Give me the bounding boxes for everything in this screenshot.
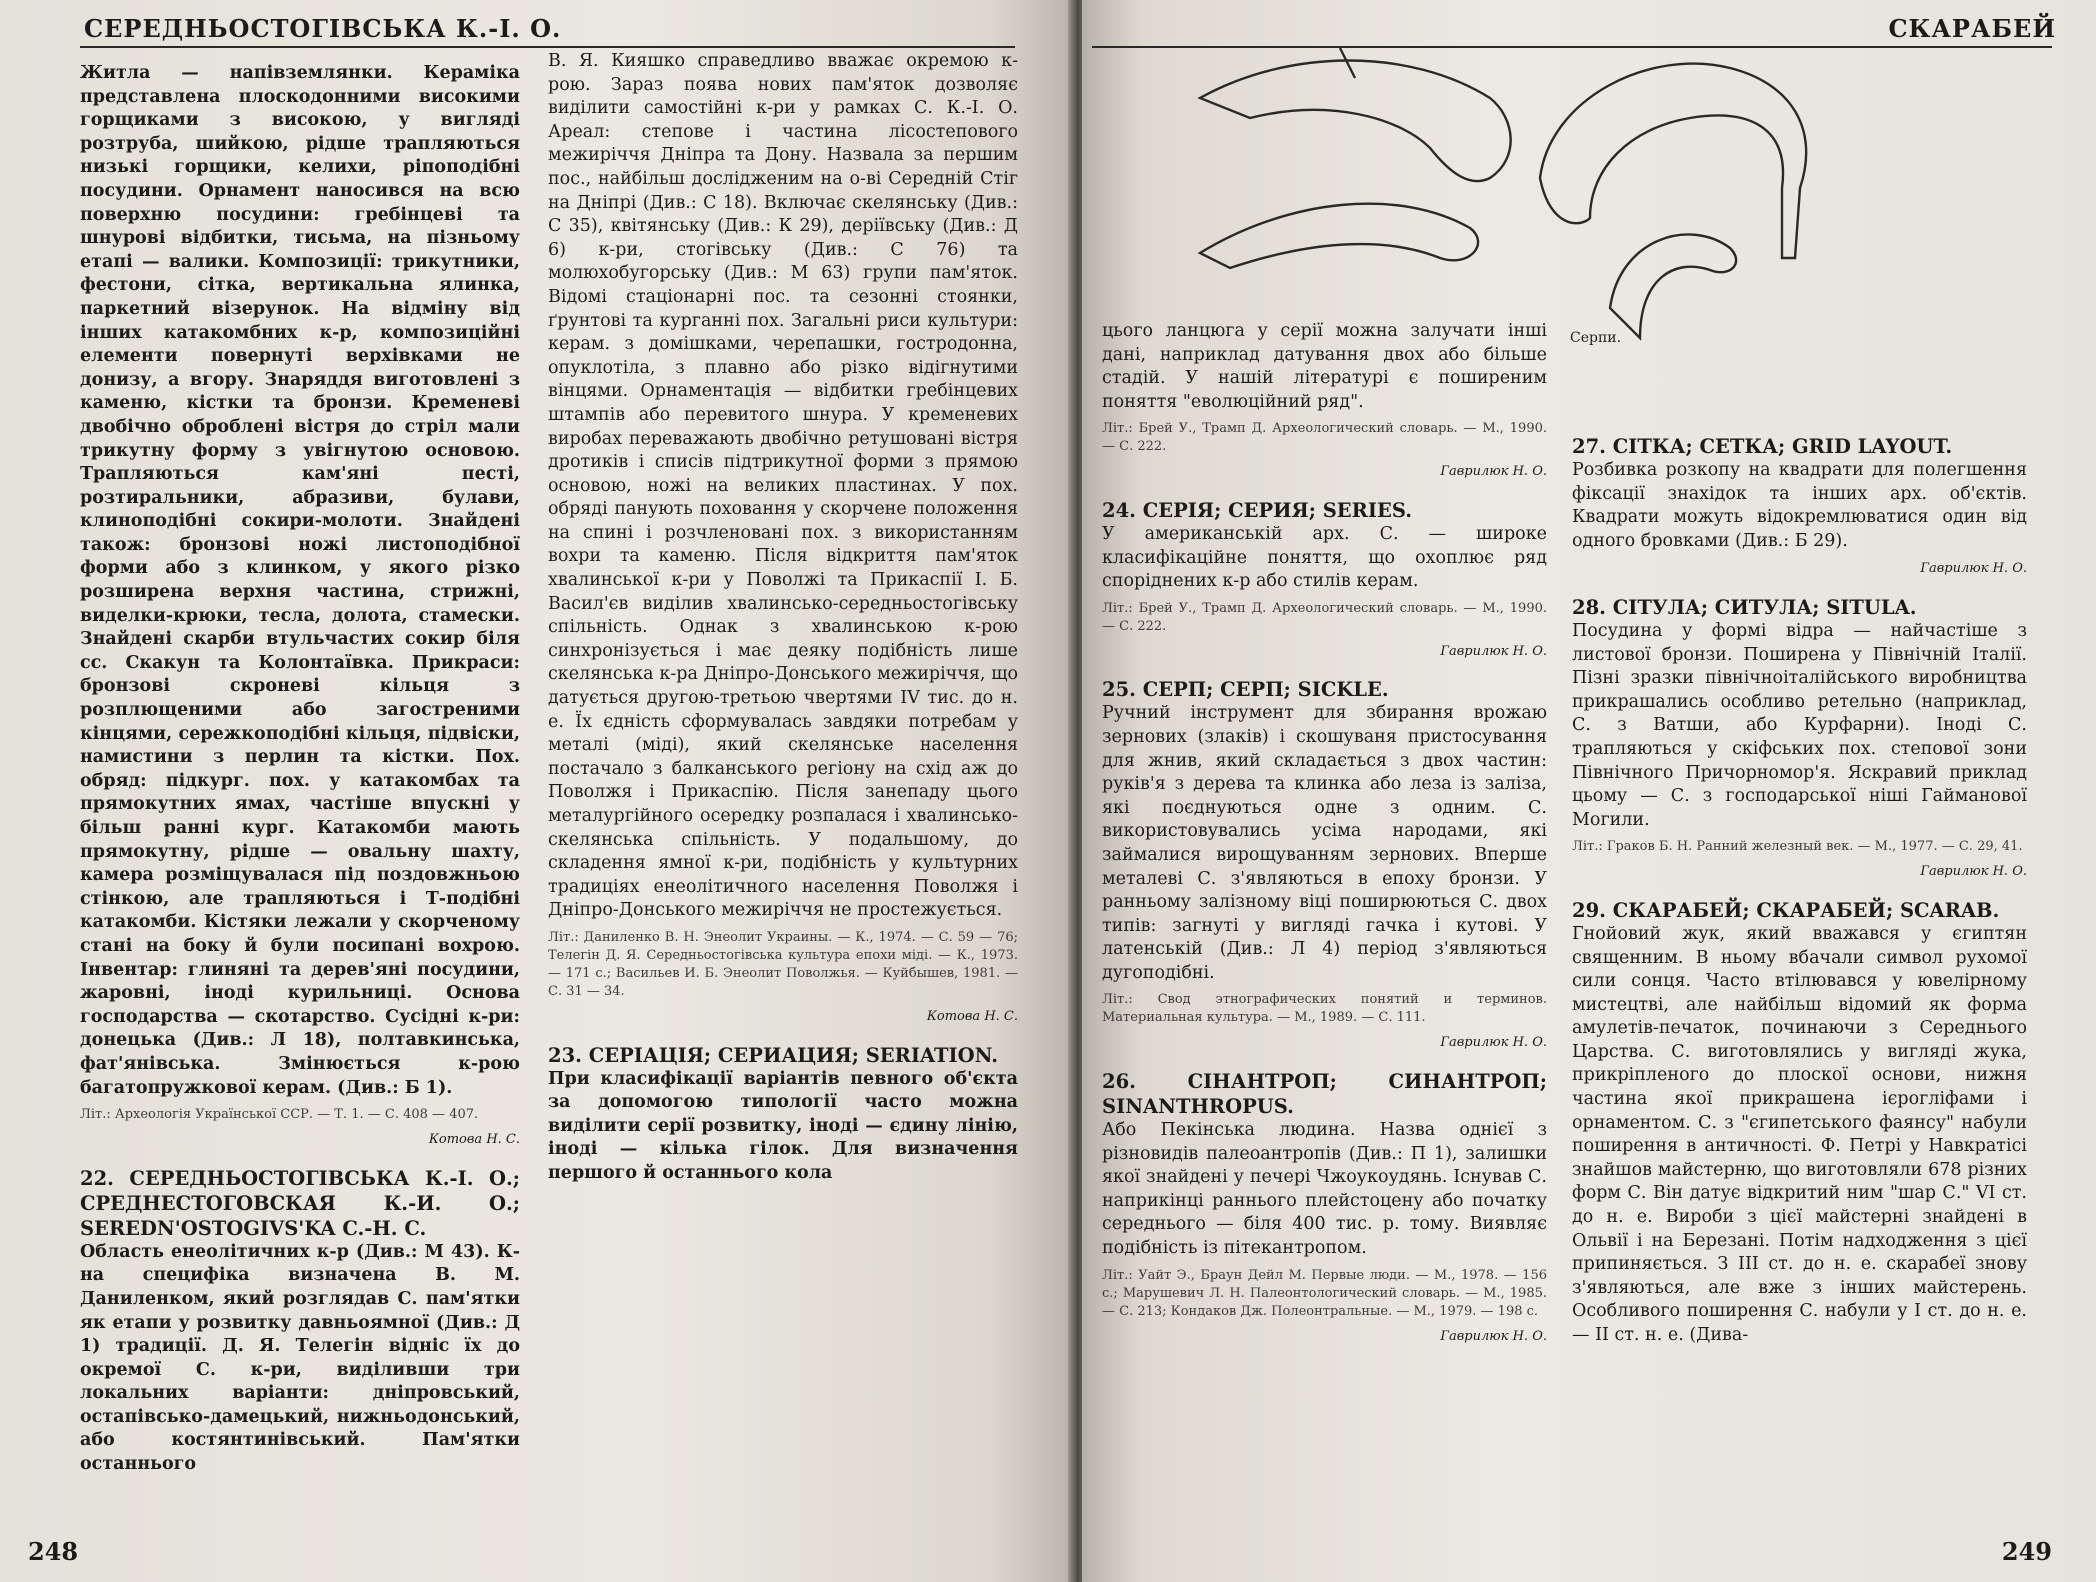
entry-28-author: Гаврилюк Н. О. <box>1920 864 2027 880</box>
running-head-right: СКАРАБЕЙ <box>1888 14 2056 43</box>
page-number-right: 249 <box>2001 1537 2052 1566</box>
entry-22-body: Область енеолітичних к-р (Див.: М 43). К-на специфіка визначена В. М. Даниленком, який розглядав С. пам'ятки як етапи у розвитку давньоямної (Див.: Д 1) традиції. Д. Я. Телегін відніс їх до окремої С. к-ри, виділивши три локальних варіанти: дніпровський, остапівсько-дамецький, нижньодонський, або костянтинівський. Пам'ятки останнього <box>80 1241 520 1475</box>
entry-26-body: Або Пекінська людина. Назва однієї з різновидів палеоантропів (Див.: П 1), залишки якої знайдені у печері Чжоукоудянь. Існував С. наприкінці раннього плейстоцену або початку середнього — біля 400 тис. р. тому. Виявляє подібність із пітекантропом. <box>1102 1120 1547 1259</box>
right-column-1 <box>1102 320 1547 1356</box>
entry-22-continuation: В. Я. Кияшко справедливо вважає окремою к-рою. Зараз поява нових пам'яток дозволяє виділити самостійні к-ри у рамках С. К.-І. О. Ареал: степове і частина лісостепового межиріччя Дніпра та Дону. Назвала за першим пос., найбільш дослідженим на о-ві Середній Стіг на Дніпрі (Див.: С 18). Включає скелянську (Див.: С 35), квітянську (Див.: К 29), деріївську (Див.: Д 6) к-ри, стогівську (Див.: С 76) та молюхобугорську (Див.: М 63) групи пам'яток. Відомі стаціонарні пос. та сезонні стоянки, ґрунтові та курганні пох. Загальні риси культури: керам. з домішками, черепашки, гостродонна, опуклотіла, з плавно або різко відігнутими вінцями. Орнаментація — відбитки гребінцевих штампів або перевитого шнура. У кременевих виробах переважають двобічно ретушовані вістря дротиків і списів підтрикутної форми з прямою основою, ножі на великих пластинах. У пох. обряді панують поховання у скорчене положення на спині і розчленовані пох. з використанням вохри та каменю. Після відкриття пам'яток хвалинської к-ри у Поволжі та Прикаспії І. Б. Васил'єв виділив хвалинсько-середньостогівську спільність. Однак з хвалинською к-рою синхронізується і має деяку подібність лише скелянська к-ра Дніпро-Донського межиріччя, що датується другою-третьою чвертями IV тис. до н. е. Їх єдність сформувалась завдяки потребам у металі (міді), який скелянське населення постачало з балканського регіону на схід аж до Поволжя і Прикаспію. Після занепаду цього металургійного осередку розпалася і хвалинсько-скелянська спільність. У подальшому, до складення ямної к-ри, подібність у культурних традиціях енеолітичного населення Поволжя і Дніпро-Донського межиріччя не простежується. <box>548 51 1018 921</box>
entry-27-body: Розбивка розкопу на квадрати для полегшення фіксації знахідок та інших арх. об'єктів. Квадрати можуть відокремлюватися один від одного бровками (Див.: Б 29). <box>1572 460 2027 551</box>
entry-23-author: Гаврилюк Н. О. <box>1440 464 1547 480</box>
entry-21-literature: Літ.: Археологія Української ССР. — Т. 1. — С. 408 — 407. <box>80 1107 479 1123</box>
entry-29-title: 29. СКАРАБЕЙ; СКАРАБЕЙ; SCARAB. <box>1572 898 2000 922</box>
entry-26-author: Гаврилюк Н. О. <box>1440 1328 1547 1344</box>
sickle-drawing-2 <box>1200 204 1478 268</box>
entry-27-author: Гаврилюк Н. О. <box>1920 561 2027 577</box>
entry-23-body: При класифікації варіантів певного об'єкта за допомогою типології часто можна виділити серії розвитку, іноді — єдину лінію, іноді — кілька гілок. Для визначення першого й останнього кола <box>548 1068 1018 1183</box>
entry-25-author: Гаврилюк Н. О. <box>1440 1035 1547 1051</box>
entry-24-literature: Літ.: Брей У., Трамп Д. Археологический словарь. — М., 1990. — С. 222. <box>1102 600 1547 634</box>
entry-23-literature: Літ.: Брей У., Трамп Д. Археологический словарь. — М., 1990. — С. 222. <box>1102 421 1547 455</box>
header-rule-left <box>80 46 1015 48</box>
page-number-left: 248 <box>28 1537 79 1566</box>
entry-24-title: 24. СЕРІЯ; СЕРИЯ; SERIES. <box>1102 498 1413 522</box>
entry-22-literature: Літ.: Даниленко В. Н. Энеолит Украины. — К., 1974. — С. 59 — 76; Телегін Д. Я. Середньостогівська культура епохи міді. — К., 1973. — 171 с.; Васильев И. Б. Энеолит Поволжья. — Куйбышев, 1981. — С. 31 — 34. <box>548 929 1018 999</box>
entry-27-title: 27. СІТКА; СЕТКА; GRID LAYOUT. <box>1572 435 1953 458</box>
sickle-drawing-3 <box>1540 64 1806 258</box>
entry-25-literature: Літ.: Свод этнографических понятий и терминов. Материальная культура. — М., 1989. — С. 111. <box>1102 992 1547 1026</box>
entry-24-author: Гаврилюк Н. О. <box>1440 643 1547 659</box>
entry-22-title: 22. СЕРЕДНЬОСТОГІВСЬКА К.-І. О.; СРЕДНЕСТОГОВСКАЯ К.-И. О.; SEREDN'OSTOGIVS'KA C.-H. C. <box>80 1166 520 1240</box>
entry-26-literature: Літ.: Уайт Э., Браун Дейл М. Первые люди. — М., 1978. — 156 с.; Марушевич Л. Н. Палеонтологический словарь. — М., 1985. — С. 213; Кондаков Дж. Полеонтральные. — М., 1979. — 198 с. <box>1102 1267 1547 1319</box>
entry-23-title: 23. СЕРІАЦІЯ; СЕРИАЦИЯ; SERIATION. <box>548 1043 999 1067</box>
entry-22-author: Котова Н. С. <box>926 1008 1018 1024</box>
entry-25-title: 25. СЕРП; СЕРП; SICKLE. <box>1102 678 1389 702</box>
entry-28-body: Посудина у формі відра — найчастіше з листової бронзи. Поширена у Північній Італії. Пізні зразки північноіталійського виробництва прикрашались особливо ретельно (наприклад, С. з Ватши, або Курфарни). Іноді С. трапляються у скіфських пох. степової зони Північного Причорномор'я. Яскравий приклад цьому — С. з господарської ніші Гайманової Могили. <box>1572 620 2027 830</box>
entry-28-literature: Літ.: Граков Б. Н. Ранний железный век. — М., 1977. — С. 29, 41. <box>1572 839 2023 855</box>
entry-25-body: Ручний інструмент для збирання врожаю зернових (злаків) і скошуваня пристосування для жнив, який складається з двох частин: руків'я з дерева та клинка або леза із заліза, які поєднуються одне з одним. С. використовувались усіма народами, які займалися вирощуванням зернових. Вперше металеві С. з'являються в епоху бронзи. У ранньому залізному віці поширюються С. двох типів: загнуті у вигляді гачка і кутові. У латенській (Див.: Л 4) період з'являються дугоподібні. <box>1102 703 1547 983</box>
entry-24-body: У американській арх. С. — широке класифікаційне поняття, що охоплює ряд споріднених к-р або стилів керам. <box>1102 523 1547 592</box>
sickle-drawing-1 <box>1200 61 1511 182</box>
entry-21-continuation: Житла — напівземлянки. Кераміка представлена плоскодонними високими горщиками з високою, у вигляді розтруба, шийкою, рідше трапляються низькі горщики, келихи, ріпоподібні посудини. Орнамент наносився на всю поверхню посудини: гребінцеві та шнурові відбитки, тисьма, на пізньому етапі — валики. Композиції: трикутники, фестони, сітка, вертикальна ялинка, паркетний візерунок. На відміну від інших катакомбних к-р, композиційні елементи повернуті верхівками не донизу, а вгору. Знаряддя виготовлені з каменю, кістки та бронзи. Кременеві двобічно оброблені вістря до стріл мали трикутну форму з увігнутою основою. Трапляються кам'яні песті, розтиральники, абразиви, булави, клиноподібні сокири-молоти. Знайдені також: бронзові ножі листоподібної форми або з клинком, у якого різко розширена верхня частина, стрижні, виделки-крюки, тесла, долота, стамески. Знайдені скарби втульчастих сокир біля сс. Скакун та Колонтаївка. Прикраси: бронзові скроневі кільця з розплющеними або загостреними кінцями, сережкоподібні кільця, підвіски, намистини з перлин та кістки. Пох. обряд: підкург. пох. у катакомбах та прямокутних ямах, частіше впускні у більш ранні кург. Катакомби мають прямокутну, рідше — овальну шахту, камера розміщувалася під поздовжньою стінкою, але трапляються і Т-подібні катакомби. Кістяки лежали у скорченому стані на боку й були посипані вохрою. Інвентар: глиняні та дерев'яні посудини, жаровні, іноді курильниці. Основа господарства — скотарство. Сусідні к-ри: донецька (Див.: Л 18), полтавкинська, фат'янівська. Змінюється к-рою багатопружкової керам. (Див.: Б 1). <box>80 63 520 1098</box>
entry-29-body: Гнойовий жук, який вважався у єгиптян священним. В ньому вбачали символ рухомої сили сонця. Часто втілювався у ювелірному мистецтві, але найбільш відомий як форма амулетів-печаток, починаючи з Середнього Царства. С. виготовлялись у вигляді жука, прикріпленого до плоскої основи, нижня частина якої прикрашена ієрогліфами і орнаментом. С. з "єгипетського фаянсу" набули поширення в античності. Ф. Петрі у Навкратісі знайшов майстерню, що виготовляли 678 різних форм С. Він датує відкритий ним "шар С." VI ст. до н. е. Вироби з цієї майстерні знайдені в Ольвії і на Березані. Потім надходження з цієї припиняється. З III ст. до н. е. скарабеї знову з'являються, але вже з інших майстерень. Особливого поширення С. набули у I ст. до н. е. — II ст. н. е. (Дива- <box>1572 923 2027 1345</box>
entry-28-title: 28. СІТУЛА; СИТУЛА; SITULA. <box>1572 595 1917 619</box>
entry-23-continuation: цього ланцюга у серії можна залучати інші дані, наприклад датування двох або більше стадій. У нашій літературі є поширеним поняття "еволюційний ряд". <box>1102 321 1547 412</box>
sickles-illustration <box>1170 38 2040 358</box>
running-head-left: СЕРЕДНЬОСТОГІВСЬКА К.-І. О. <box>84 14 562 43</box>
entry-26-title: 26. СІНАНТРОП; СИНАНТРОП; SINANTHROPUS. <box>1102 1070 1547 1119</box>
figure-caption: Серпи. <box>1570 330 1622 346</box>
entry-21-author: Котова Н. С. <box>428 1132 520 1148</box>
sickle-drawing-4 <box>1610 235 1736 339</box>
left-column-1 <box>80 62 520 1477</box>
left-column-2 <box>548 50 1018 1186</box>
right-column-2 <box>1572 420 2027 1348</box>
